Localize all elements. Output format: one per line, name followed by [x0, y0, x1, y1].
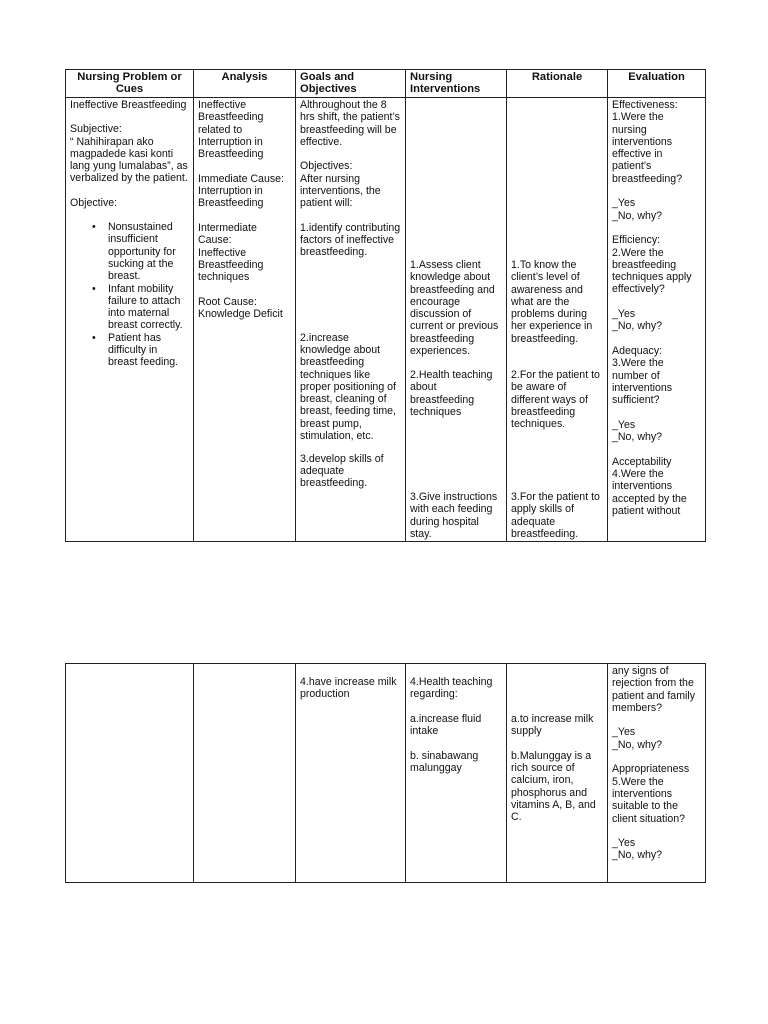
problem-cell — [66, 98, 194, 542]
rationale-cell-continued — [507, 664, 608, 883]
goal-4: 4.have increase milk production — [300, 676, 397, 701]
rationale-2: 2.For the patient to be aware of different ways of breastfeeding techniques. — [511, 369, 600, 431]
header-evaluation: Evaluation — [608, 70, 706, 98]
header-problem: Nursing Problem or Cues — [66, 70, 194, 98]
interventions-cell-continued — [406, 664, 507, 883]
intervention-3: 3.Give instructions with each feeding during hospital stay. — [410, 491, 498, 540]
care-plan-table-page-1 — [65, 69, 706, 542]
evaluation-cell-continued: any signs of rejection from the patient and family members? _Yes _No, why? Appropriateness 5.Were the interventions suitable to the client situation? _Yes _No, why? — [608, 664, 706, 883]
content-row — [66, 664, 706, 883]
objective-list — [70, 221, 189, 369]
care-plan-table-page-2 — [65, 663, 706, 883]
rationale-cell — [507, 98, 608, 542]
interventions-cell — [406, 98, 507, 542]
goal-2: 2.increase knowledge about breastfeeding techniques like proper positioning of breast, cleaning of breast, feeding time, breast pump, stimulation, etc. — [300, 331, 396, 443]
objective-item: • Infant mobility failure to attach into maternal breast correctly. — [108, 283, 189, 332]
objective-item: • Patient has difficulty in breast feeding. — [108, 332, 189, 369]
problem-title: Ineffective Breastfeeding — [70, 99, 187, 111]
goals-intro: Althroughout the 8 hrs shift, the patient’s breastfeeding will be effective. Objectives: After nursing interventions, the patient will: — [300, 99, 400, 210]
header-interventions: Nursing Interventions — [406, 70, 507, 98]
problem-cell-continued — [66, 664, 194, 883]
header-row — [66, 70, 706, 98]
objective-item: • Nonsustained insufficient opportunity for sucking at the breast. — [108, 221, 189, 282]
rationale-4: a.to increase milk supply b.Malunggay is a rich source of calcium, iron, phosphorus and vitamins A, B, and C. — [511, 713, 596, 824]
rationale-1: 1.To know the client’s level of awareness and what are the problems during her experience in breastfeeding. — [511, 259, 593, 345]
intervention-1: 1.Assess client knowledge about breastfeeding and encourage discussion of current or previous breastfeeding experiences. — [410, 259, 499, 358]
goals-cell-continued — [296, 664, 406, 883]
analysis-cell: Ineffective Breastfeeding related to Interruption in Breastfeeding Immediate Cause: Interruption in Breastfeeding Intermediate Cause: Ineffective Breastfeeding techniques Root Cause: Knowledge Deficit — [194, 98, 296, 542]
rationale-3: 3.For the patient to apply skills of adequate breastfeeding. — [511, 491, 600, 540]
goals-cell — [296, 98, 406, 542]
intervention-2: 2.Health teaching about breastfeeding techniques — [410, 369, 493, 418]
analysis-cell-continued — [194, 664, 296, 883]
header-analysis: Analysis — [194, 70, 296, 98]
goal-1: 1.identify contributing factors of ineffective breastfeeding. — [300, 221, 401, 259]
intervention-4: 4.Health teaching regarding: a.increase fluid intake b. sinabawang malunggay — [410, 676, 493, 775]
objective-label: Objective: — [70, 196, 118, 209]
content-row — [66, 98, 706, 542]
header-rationale: Rationale — [507, 70, 608, 98]
evaluation-cell: Effectiveness: 1.Were the nursing interventions effective in patient’s breastfeeding? _Yes _No, why? Efficiency: 2.Were the breastfeeding techniques apply effectively? _Yes _No, why? Adequacy: 3.Were the number of interventions sufficient? _Yes _No, why? Acceptability 4.Were the interventions accepted by the patient without — [608, 98, 706, 542]
header-goals: Goals and Objectives — [296, 70, 406, 98]
goal-3: 3.develop skills of adequate breastfeeding. — [300, 452, 384, 490]
subjective-cues: Subjective: “ Nahihirapan ako magpadede kasi konti lang yung lumalabas”, as verbalized by the patient. — [70, 123, 188, 185]
